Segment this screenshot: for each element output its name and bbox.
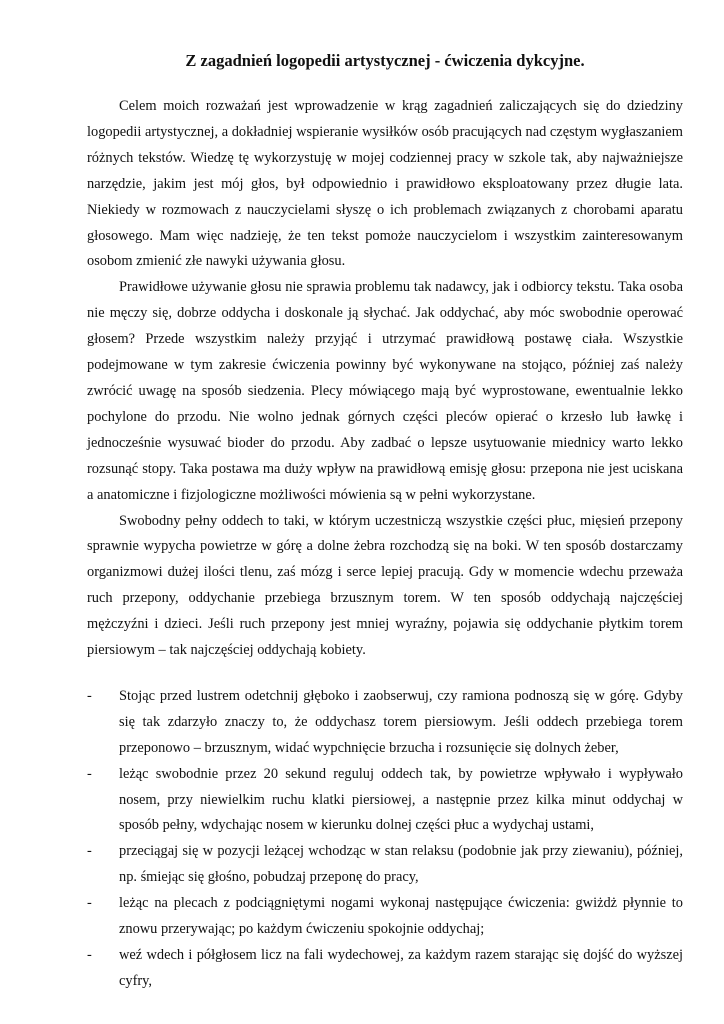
list-item-text: leżąc na plecach z podciągniętymi nogami wykonaj następujące ćwiczenia: gwiżdż płynnie to znowu przerywając; po każdym ćwiczeniu spokojnie oddychaj; [119,895,683,938]
list-item-text: leżąc swobodnie przez 20 sekund reguluj oddech tak, by powietrze wpływało i wypływało nosem, przy niewielkim ruchu klatki piersiowej, a następnie przez kilka minut oddychaj w sposób pełny, wdychając nosem w kierunku dolnej części płuc a wydychaj ustami, [119,765,683,834]
list-item [87,943,683,995]
bullet-dash: - [87,895,92,912]
document-page [87,48,683,995]
bullet-dash: - [87,687,92,704]
paragraph-breathing: Swobodny pełny oddech to taki, w którym uczestniczą wszystkie części płuc, mięsień przepony sprawnie wypycha powietrze w górę a dolne żebra rozchodzą się na boki. W ten sposób dostarczamy organizmowi dużej ilości tlenu, zaś mózg i serce lepiej pracują. Gdy w momencie wdechu przeważa ruch przepony, oddychanie przebiega brzusznym torem. W ten sposób oddychają najczęściej mężczyźni i dzieci. Jeśli ruch przepony jest mniej wyraźny, pojawia się oddychanie płytkim torem piersiowym – tak najczęściej oddychają kobiety. [87,512,683,659]
bullet-dash: - [87,947,92,963]
list-item [87,891,683,943]
bullet-dash: - [87,765,92,782]
list-item-text: Stojąc przed lustrem odetchnij głęboko i zaobserwuj, czy ramiona podnoszą się w górę. Gdyby się tak zdarzyło znaczy to, że oddychasz torem piersiowym. Jeśli oddech przebiega torem przeponowo – brzusznym, widać wypchnięcie brzucha i rozsunięcie się dolnych żeber, [119,687,683,756]
exercise-list [87,684,683,995]
list-item [87,762,683,840]
paragraph-intro: Celem moich rozważań jest wprowadzenie w krąg zagadnień zaliczających się do dziedziny logopedii artystycznej, a dokładniej wspieranie wysiłków osób pracujących nad częstym wygłaszaniem różnych tekstów. Wiedzę tę wykorzystuję w mojej codziennej pracy w szkole tak, aby najważniejsze narzędzie, jakim jest mój głos, był odpowiednio i prawidłowo eksploatowany przez długie lata. Niekiedy w rozmowach z nauczycielami słyszę o ich problemach związanych z chorobami aparatu głosowego. Mam więc nadzieję, że ten tekst pomoże nauczycielom i wszystkim zainteresowanym osobom zmienić złe nawyki używania głosu. [87,98,683,270]
bullet-dash: - [87,843,92,860]
list-item [87,684,683,762]
list-item-text: przeciągaj się w pozycji leżącej wchodząc w stan relaksu (podobnie jak przy ziewaniu), później, np. śmiejąc się głośno, pobudzaj przeponę do pracy, [119,843,683,886]
list-item-text: weź wdech i półgłosem licz na fali wydechowej, za każdym razem starając się dojść do wyższej cyfry, [119,947,683,989]
document-title: Z zagadnień logopedii artystycznej - ćwiczenia dykcyjne. [185,51,585,70]
list-item [87,839,683,891]
paragraph-posture: Prawidłowe używanie głosu nie sprawia problemu tak nadawcy, jak i odbiorcy tekstu. Taka osoba nie męczy się, dobrze oddycha i doskonale ją słychać. Jak oddychać, aby móc swobodnie operować głosem? Przede wszystkim należy przyjąć i utrzymać prawidłową postawę ciała. Wszystkie podejmowane w tym zakresie ćwiczenia powinny być wykonywane na stojąco, później zaś należy zwrócić uwagę na sposób siedzenia. Plecy mówiącego mają być wyprostowane, ewentualnie lekko pochylone do przodu. Nie wolno jednak górnych części pleców opierać o krzesło lub ławkę i jednocześnie wysuwać bioder do przodu. Aby zadbać o lepsze usytuowanie miednicy warto lekko rozsunąć stopy. Taka postawa ma duży wpływ na prawidłową emisję głosu: przepona nie jest uciskana a anatomiczne i fizjologiczne możliwości mówienia są w pełni wykorzystane. [87,279,683,503]
